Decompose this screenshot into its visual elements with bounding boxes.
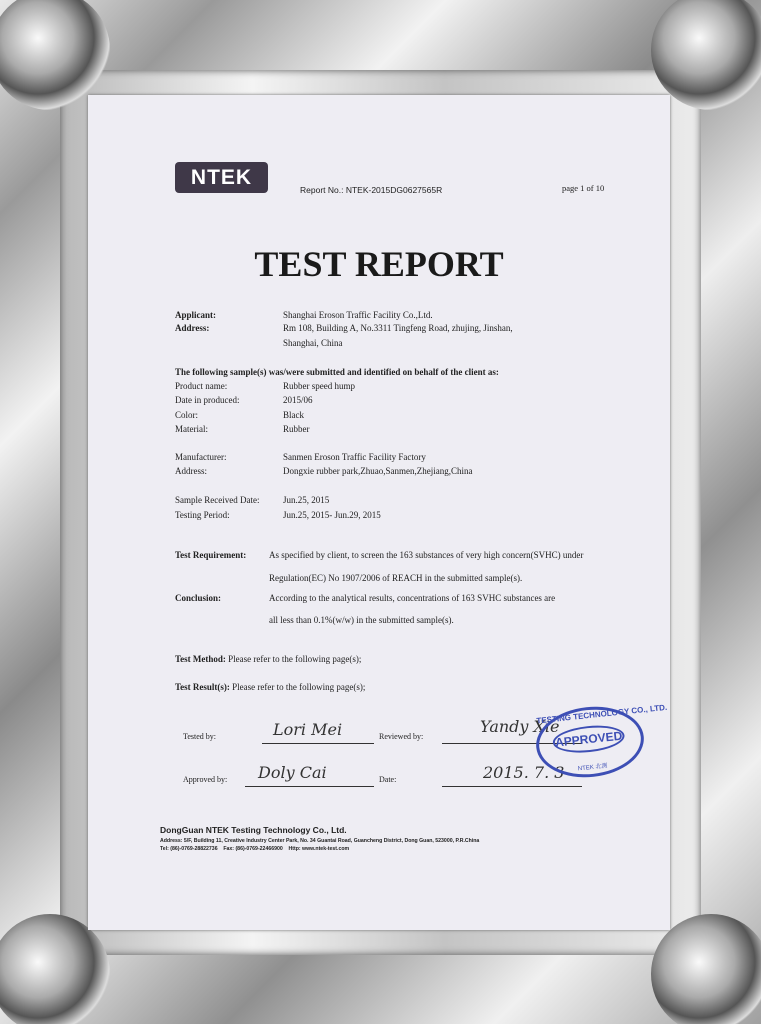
requirement-label: Test Requirement: <box>175 550 247 560</box>
field-label: Product name: <box>175 381 228 391</box>
applicant-value: Shanghai Eroson Traffic Facility Co.,Ltd. <box>283 310 433 320</box>
method-label: Test Method: <box>175 654 226 664</box>
field-value: Black <box>283 410 304 420</box>
reviewed-by-label: Reviewed by: <box>379 732 424 741</box>
result-label: Test Result(s): <box>175 682 230 692</box>
address-value: Shanghai, China <box>283 338 343 348</box>
applicant-label: Applicant: <box>175 310 217 320</box>
manufacturer-address-label: Address: <box>175 466 207 476</box>
sample-intro: The following sample(s) was/were submitted and identified on behalf of the client as: <box>175 367 499 377</box>
received-value: Jun.25, 2015 <box>283 495 330 505</box>
reviewed-by-signature: Yandy Xie <box>480 717 560 736</box>
field-label: Material: <box>175 424 208 434</box>
report-number: Report No.: NTEK-2015DG0627565R <box>300 185 443 195</box>
requirement-value: Regulation(EC) No 1907/2006 of REACH in the submitted sample(s). <box>269 573 523 583</box>
field-value: 2015/06 <box>283 395 313 405</box>
tested-by-label: Tested by: <box>183 732 216 741</box>
approved-by-signature: Doly Cai <box>258 763 327 782</box>
ntek-logo: NTEK <box>175 162 268 193</box>
manufacturer-address-value: Dongxie rubber park,Zhuao,Sanmen,Zhejiang,China <box>283 466 473 476</box>
test-report-document <box>88 95 670 930</box>
field-value: Rubber speed hump <box>283 381 355 391</box>
address-value: Rm 108, Building A, No.3311 Tingfeng Road, zhujing, Jinshan, <box>283 323 513 333</box>
field-label: Color: <box>175 410 199 420</box>
document-title: TEST REPORT <box>254 244 504 284</box>
page-number: page 1 of 10 <box>562 183 605 193</box>
manufacturer-value: Sanmen Eroson Traffic Facility Factory <box>283 452 426 462</box>
field-value: Rubber <box>283 424 310 434</box>
manufacturer-label: Manufacturer: <box>175 452 227 462</box>
received-label: Sample Received Date: <box>175 495 260 505</box>
conclusion-label: Conclusion: <box>175 593 222 603</box>
date-label: Date: <box>379 775 397 784</box>
conclusion-value: all less than 0.1%(w/w) in the submitted sample(s). <box>269 615 454 625</box>
period-value: Jun.25, 2015- Jun.29, 2015 <box>283 510 381 520</box>
approved-stamp: TESTING TECHNOLOGY CO., LTD. APPROVED NTEK 北测 <box>533 702 648 783</box>
address-label: Address: <box>175 323 210 333</box>
tested-by-signature: Lori Mei <box>273 720 343 739</box>
field-label: Date in produced: <box>175 395 240 405</box>
result-value: Please refer to the following page(s); <box>232 682 366 692</box>
conclusion-value: According to the analytical results, concentrations of 163 SVHC substances are <box>269 593 556 603</box>
requirement-value: As specified by client, to screen the 163 substances of very high concern(SVHC) under <box>269 550 584 560</box>
footer-company: DongGuan NTEK Testing Technology Co., Ltd. <box>160 825 347 835</box>
footer-address: Address: 5/F, Building 11, Creative Industry Center Park, No. 34 Guantai Road, Guancheng District, Dong Guan, 523000, P.R.China <box>160 838 480 844</box>
date-handwritten: 2015. 7. 3 <box>483 763 565 782</box>
method-value: Please refer to the following page(s); <box>228 654 362 664</box>
period-label: Testing Period: <box>175 510 230 520</box>
approved-by-label: Approved by: <box>183 775 228 784</box>
footer-contact: Tel: (86)-0769-28822736 Fax: (86)-0769-22466900 Http: www.ntek-test.com <box>160 846 350 852</box>
